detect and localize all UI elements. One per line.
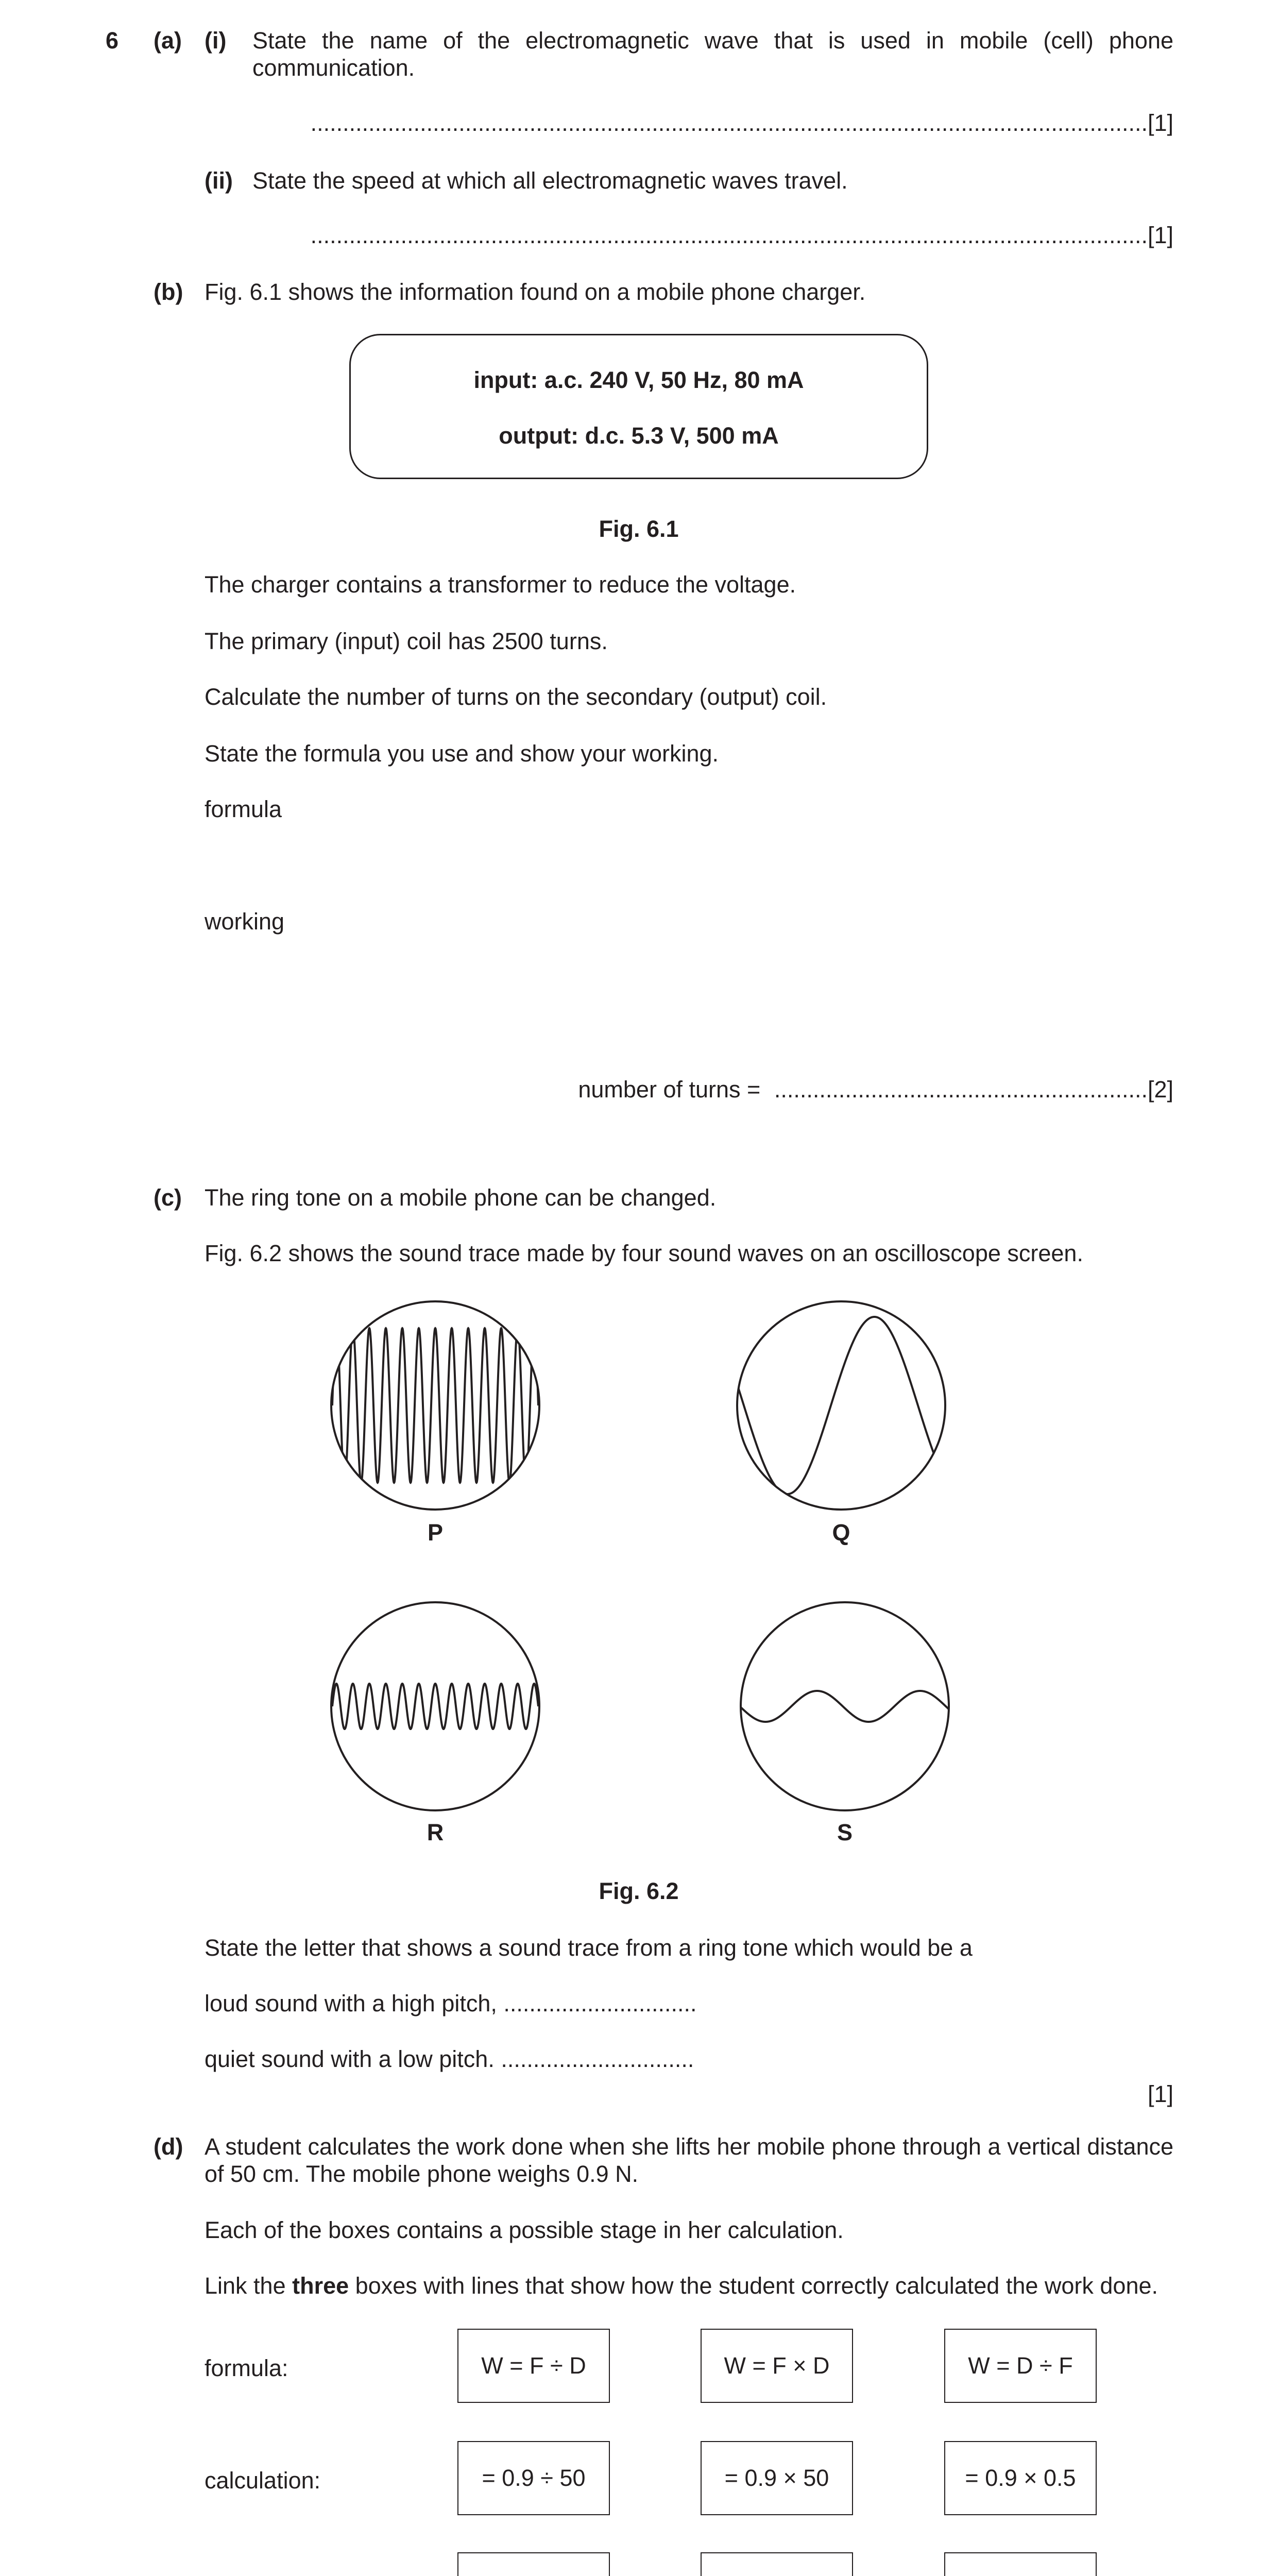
- part-c-intro: The ring tone on a mobile phone can be changed.: [205, 1184, 717, 1211]
- part-c-marks: [1]: [1147, 2081, 1173, 2107]
- trace-r-label: R: [427, 1819, 444, 1845]
- part-b-line-primary: The primary (input) coil has 2500 turns.: [205, 628, 608, 654]
- part-a-i-answer-line[interactable]: ..................................................................................................................................[1]: [310, 110, 1173, 136]
- part-a-i-label: (i): [205, 27, 227, 54]
- formula-box-w-f-div-d[interactable]: W = F ÷ D: [457, 2329, 610, 2403]
- part-a-ii-question: State the speed at which all electromagnetic waves travel.: [252, 167, 848, 194]
- part-a-ii-answer-line[interactable]: ..................................................................................................................................[1]: [310, 222, 1173, 248]
- part-d-intro: A student calculates the work done when she lifts her mobile phone through a vertical distance of 50 cm. The mobile phone weighs 0.9 N.: [205, 2133, 1173, 2188]
- part-c-label: (c): [154, 1184, 182, 1211]
- part-b-line-calculate: Calculate the number of turns on the secondary (output) coil.: [205, 684, 827, 710]
- part-a-i-question: State the name of the electromagnetic wave that is used in mobile (cell) phone communication.: [252, 27, 1173, 81]
- answer-box-0018j[interactable]: [457, 2552, 610, 2576]
- part-c-prompt: State the letter that shows a sound trace from a ring tone which would be a: [205, 1935, 973, 1961]
- quiet-low-pitch-answer[interactable]: quiet sound with a low pitch. ..............................: [205, 2046, 694, 2072]
- part-a-ii-label: (ii): [205, 167, 233, 194]
- part-b-line-formula-instruction: State the formula you use and show your working.: [205, 740, 719, 767]
- formula-label: formula: [205, 796, 282, 822]
- part-b-intro: Fig. 6.1 shows the information found on a mobile phone charger.: [205, 279, 866, 305]
- part-d-link-instruction: Link the three boxes with lines that show how the student correctly calculated the work done.: [205, 2273, 1158, 2299]
- charger-input-text: input: a.c. 240 V, 50 Hz, 80 mA: [473, 367, 804, 393]
- calculation-box-09-times-05[interactable]: = 0.9 × 0.5: [944, 2441, 1097, 2515]
- part-b-line-transformer: The charger contains a transformer to reduce the voltage.: [205, 571, 796, 598]
- row-label-calculation: calculation:: [205, 2467, 321, 2494]
- answer-box-45j[interactable]: [701, 2552, 853, 2576]
- working-label: working: [205, 908, 285, 935]
- part-d-line-boxes: Each of the boxes contains a possible stage in her calculation.: [205, 2217, 844, 2243]
- trace-p-label: P: [427, 1519, 443, 1546]
- answer-box-045j[interactable]: [944, 2552, 1097, 2576]
- formula-box-w-d-div-f[interactable]: W = D ÷ F: [944, 2329, 1097, 2403]
- formula-box-w-f-times-d[interactable]: W = F × D: [701, 2329, 853, 2403]
- loud-high-pitch-answer[interactable]: loud sound with a high pitch, ..............................: [205, 1990, 697, 2016]
- calculation-box-09-times-50[interactable]: = 0.9 × 50: [701, 2441, 853, 2515]
- trace-r: [331, 1602, 539, 1810]
- emphasis-three: three: [292, 2273, 349, 2299]
- trace-q: [737, 1301, 945, 1510]
- fig-6-1-caption: Fig. 6.1: [599, 516, 679, 542]
- trace-p: [331, 1301, 539, 1510]
- part-a-label: (a): [154, 27, 182, 54]
- part-c-intro-2: Fig. 6.2 shows the sound trace made by four sound waves on an oscilloscope screen.: [205, 1240, 1083, 1266]
- trace-q-label: Q: [832, 1519, 850, 1546]
- calculation-box-09-div-50[interactable]: = 0.9 ÷ 50: [457, 2441, 610, 2515]
- part-d-label: (d): [154, 2133, 183, 2160]
- charger-output-text: output: d.c. 5.3 V, 500 mA: [499, 422, 779, 449]
- trace-s: [741, 1602, 949, 1810]
- trace-s-label: S: [837, 1819, 853, 1845]
- fig-6-2-caption: Fig. 6.2: [599, 1878, 679, 1904]
- question-number: 6: [106, 27, 119, 54]
- row-label-formula: formula:: [205, 2355, 288, 2381]
- part-b-label: (b): [154, 279, 183, 305]
- number-of-turns-label: number of turns =: [578, 1076, 761, 1103]
- number-of-turns-line[interactable]: ..........................................................[2]: [774, 1076, 1173, 1103]
